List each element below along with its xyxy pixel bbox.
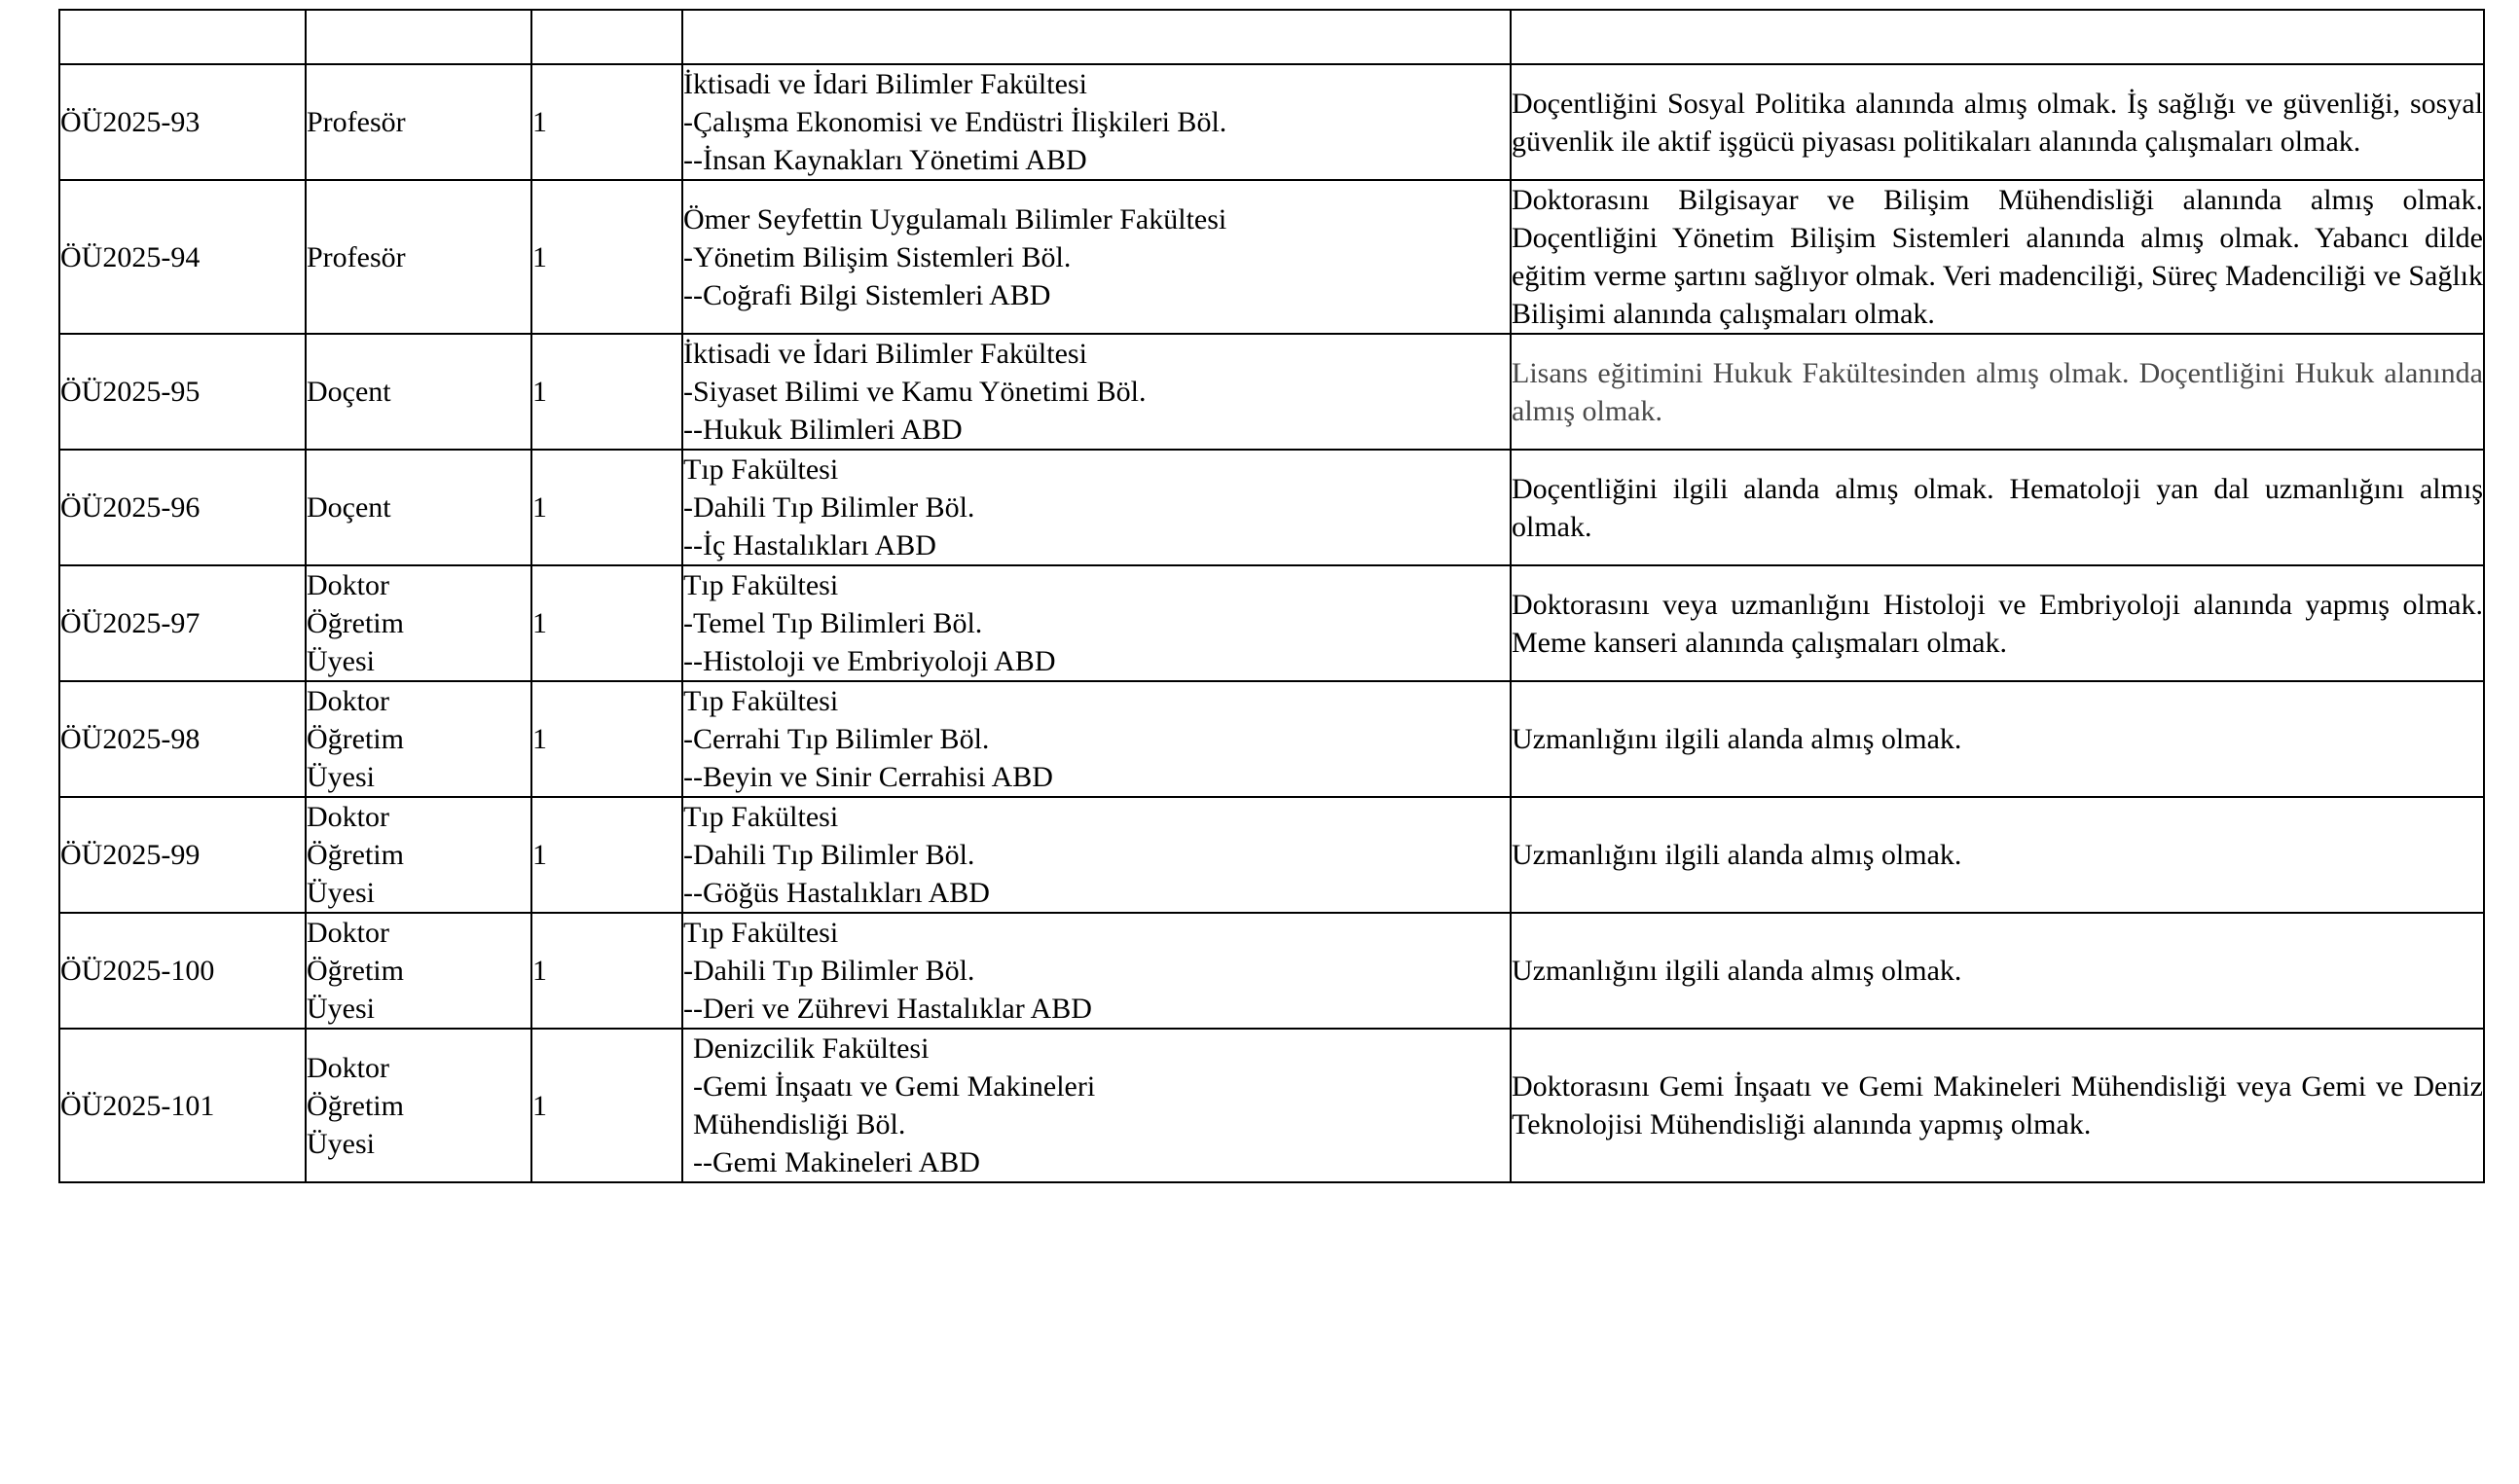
faculty-department-line: --Histoloji ve Embriyoloji ABD (683, 645, 1056, 677)
cell-position-id: ÖÜ2025-93 (59, 64, 306, 180)
faculty-department-line: Tıp Fakültesi (683, 801, 839, 833)
vacancy-table-container (58, 9, 2483, 1183)
cell-academic-title (306, 797, 531, 913)
cell-position-id: ÖÜ2025-98 (59, 681, 306, 797)
cell-position-id: ÖÜ2025-95 (59, 334, 306, 450)
faculty-department-line: -Dahili Tıp Bilimler Böl. (683, 839, 975, 871)
faculty-department-line: İktisadi ve İdari Bilimler Fakültesi (683, 68, 1087, 100)
faculty-department-line: İktisadi ve İdari Bilimler Fakültesi (683, 338, 1087, 370)
cell-position-count: 1 (531, 450, 682, 565)
cell-faculty-department (682, 565, 1511, 681)
table-row (59, 565, 2484, 681)
cell-requirements-description: Uzmanlığını ilgili alanda almış olmak. (1511, 681, 2484, 797)
faculty-department-line: --Deri ve Zührevi Hastalıklar ABD (683, 993, 1092, 1025)
faculty-department-line: --Coğrafi Bilgi Sistemleri ABD (683, 278, 1051, 311)
table-row (59, 334, 2484, 450)
academic-title-line: Üyesi (307, 877, 375, 909)
cell-position-count: 1 (531, 681, 682, 797)
faculty-department-line: Ömer Seyfettin Uygulamalı Bilimler Fakültesi (683, 202, 1227, 235)
academic-title-line: Doktor (307, 801, 389, 833)
faculty-department-line: -Cerrahi Tıp Bilimler Böl. (683, 723, 990, 755)
cell-position-id: ÖÜ2025-97 (59, 565, 306, 681)
academic-title-line: Üyesi (307, 993, 375, 1025)
cell-requirements-description: Lisans eğitimini Hukuk Fakültesinden almış olmak. Doçentliğini Hukuk alanında almış olmak. (1511, 334, 2484, 450)
faculty-department-line: --Göğüs Hastalıkları ABD (683, 877, 990, 909)
cell-position-id: ÖÜ2025-94 (59, 180, 306, 334)
faculty-department-line: --Gemi Makineleri ABD (693, 1146, 980, 1178)
cell-position-count: 1 (531, 797, 682, 913)
cell-position-id: ÖÜ2025-100 (59, 913, 306, 1029)
faculty-department-line: Tıp Fakültesi (683, 917, 839, 949)
table-row (59, 1029, 2484, 1182)
cell-position-count: 1 (531, 180, 682, 334)
cell-academic-title (306, 64, 531, 180)
academic-title-line: Üyesi (307, 645, 375, 677)
faculty-department-line: Tıp Fakültesi (683, 685, 839, 717)
faculty-department-line: --Hukuk Bilimleri ABD (683, 414, 963, 446)
academic-title-line: Doktor (307, 569, 389, 601)
cell-requirements-description: Doçentliğini Sosyal Politika alanında almış olmak. İş sağlığı ve güvenliği, sosyal güvenlik ile aktif işgücü piyasası politikaları alanında çalışmaları olmak. (1511, 64, 2484, 180)
faculty-department-line: -Dahili Tıp Bilimler Böl. (683, 491, 975, 524)
academic-title-line: Doktor (307, 1051, 389, 1084)
academic-title-line: Üyesi (307, 761, 375, 793)
cell-position-id: ÖÜ2025-96 (59, 450, 306, 565)
cell-faculty-department (682, 180, 1511, 334)
academic-title-line: Öğretim (307, 955, 404, 987)
cell-position-count: 1 (531, 64, 682, 180)
cell-academic-title (306, 450, 531, 565)
table-body (59, 10, 2484, 1182)
cell-faculty-department (682, 450, 1511, 565)
table-row (59, 797, 2484, 913)
academic-vacancy-table (58, 9, 2485, 1183)
header-cell-description (1511, 10, 2484, 64)
faculty-department-line: -Gemi İnşaatı ve Gemi Makineleri (693, 1070, 1096, 1103)
faculty-department-line: Denizcilik Fakültesi (693, 1032, 930, 1065)
faculty-department-line: -Dahili Tıp Bilimler Böl. (683, 955, 975, 987)
cell-requirements-description: Doktorasını Bilgisayar ve Bilişim Mühendisliği alanında almış olmak. Doçentliğini Yönetim Bilişim Sistemleri alanında almış olmak. Yabancı dilde eğitim verme şartını sağlıyor olmak. Veri madenciliği, Süreç Madenciliği ve Sağlık Bilişimi alanında çalışmaları olmak. (1511, 180, 2484, 334)
academic-title-line: Doktor (307, 685, 389, 717)
header-cell-id (59, 10, 306, 64)
faculty-department-line: Tıp Fakültesi (683, 569, 839, 601)
cell-faculty-department (682, 334, 1511, 450)
academic-title-line: Öğretim (307, 607, 404, 639)
cell-faculty-department (682, 681, 1511, 797)
header-cell-unit (682, 10, 1511, 64)
faculty-department-line: -Temel Tıp Bilimleri Böl. (683, 607, 983, 639)
cell-academic-title (306, 565, 531, 681)
cell-faculty-department (682, 64, 1511, 180)
faculty-department-line: -Siyaset Bilimi ve Kamu Yönetimi Böl. (683, 376, 1147, 408)
academic-title-line: Öğretim (307, 723, 404, 755)
cell-requirements-description: Doktorasını veya uzmanlığını Histoloji ve Embriyoloji alanında yapmış olmak. Meme kanseri alanında çalışmaları olmak. (1511, 565, 2484, 681)
academic-title-line: Öğretim (307, 839, 404, 871)
table-row (59, 64, 2484, 180)
header-cell-count (531, 10, 682, 64)
faculty-department-line: --Beyin ve Sinir Cerrahisi ABD (683, 761, 1053, 793)
table-header-row (59, 10, 2484, 64)
cell-position-count: 1 (531, 565, 682, 681)
header-cell-title (306, 10, 531, 64)
cell-position-id: ÖÜ2025-99 (59, 797, 306, 913)
table-row (59, 450, 2484, 565)
cell-faculty-department (682, 913, 1511, 1029)
cell-faculty-department (682, 797, 1511, 913)
faculty-department-line: -Yönetim Bilişim Sistemleri Böl. (683, 240, 1072, 273)
academic-title-line: Üyesi (307, 1127, 375, 1160)
cell-position-count: 1 (531, 1029, 682, 1182)
cell-academic-title (306, 913, 531, 1029)
academic-title-line: Profesör (307, 240, 406, 273)
table-row (59, 681, 2484, 797)
academic-title-line: Profesör (307, 106, 406, 138)
faculty-department-line: -Çalışma Ekonomisi ve Endüstri İlişkileri Böl. (683, 106, 1227, 138)
academic-title-line: Öğretim (307, 1089, 404, 1122)
cell-position-count: 1 (531, 913, 682, 1029)
cell-position-id: ÖÜ2025-101 (59, 1029, 306, 1182)
cell-position-count: 1 (531, 334, 682, 450)
cell-academic-title (306, 334, 531, 450)
cell-academic-title (306, 681, 531, 797)
faculty-department-line: Mühendisliği Böl. (693, 1108, 906, 1140)
table-row (59, 180, 2484, 334)
cell-academic-title (306, 180, 531, 334)
cell-requirements-description: Doçentliğini ilgili alanda almış olmak. Hematoloji yan dal uzmanlığını almış olmak. (1511, 450, 2484, 565)
faculty-department-line: Tıp Fakültesi (683, 453, 839, 486)
cell-requirements-description: Uzmanlığını ilgili alanda almış olmak. (1511, 913, 2484, 1029)
cell-requirements-description: Uzmanlığını ilgili alanda almış olmak. (1511, 797, 2484, 913)
academic-title-line: Doktor (307, 917, 389, 949)
cell-faculty-department (682, 1029, 1511, 1182)
academic-title-line: Doçent (307, 376, 391, 408)
faculty-department-line: --İnsan Kaynakları Yönetimi ABD (683, 144, 1087, 176)
faculty-department-line: --İç Hastalıkları ABD (683, 529, 936, 561)
table-row (59, 913, 2484, 1029)
cell-academic-title (306, 1029, 531, 1182)
academic-title-line: Doçent (307, 491, 391, 524)
cell-requirements-description: Doktorasını Gemi İnşaatı ve Gemi Makineleri Mühendisliği veya Gemi ve Deniz Teknolojisi Mühendisliği alanında yapmış olmak. (1511, 1029, 2484, 1182)
